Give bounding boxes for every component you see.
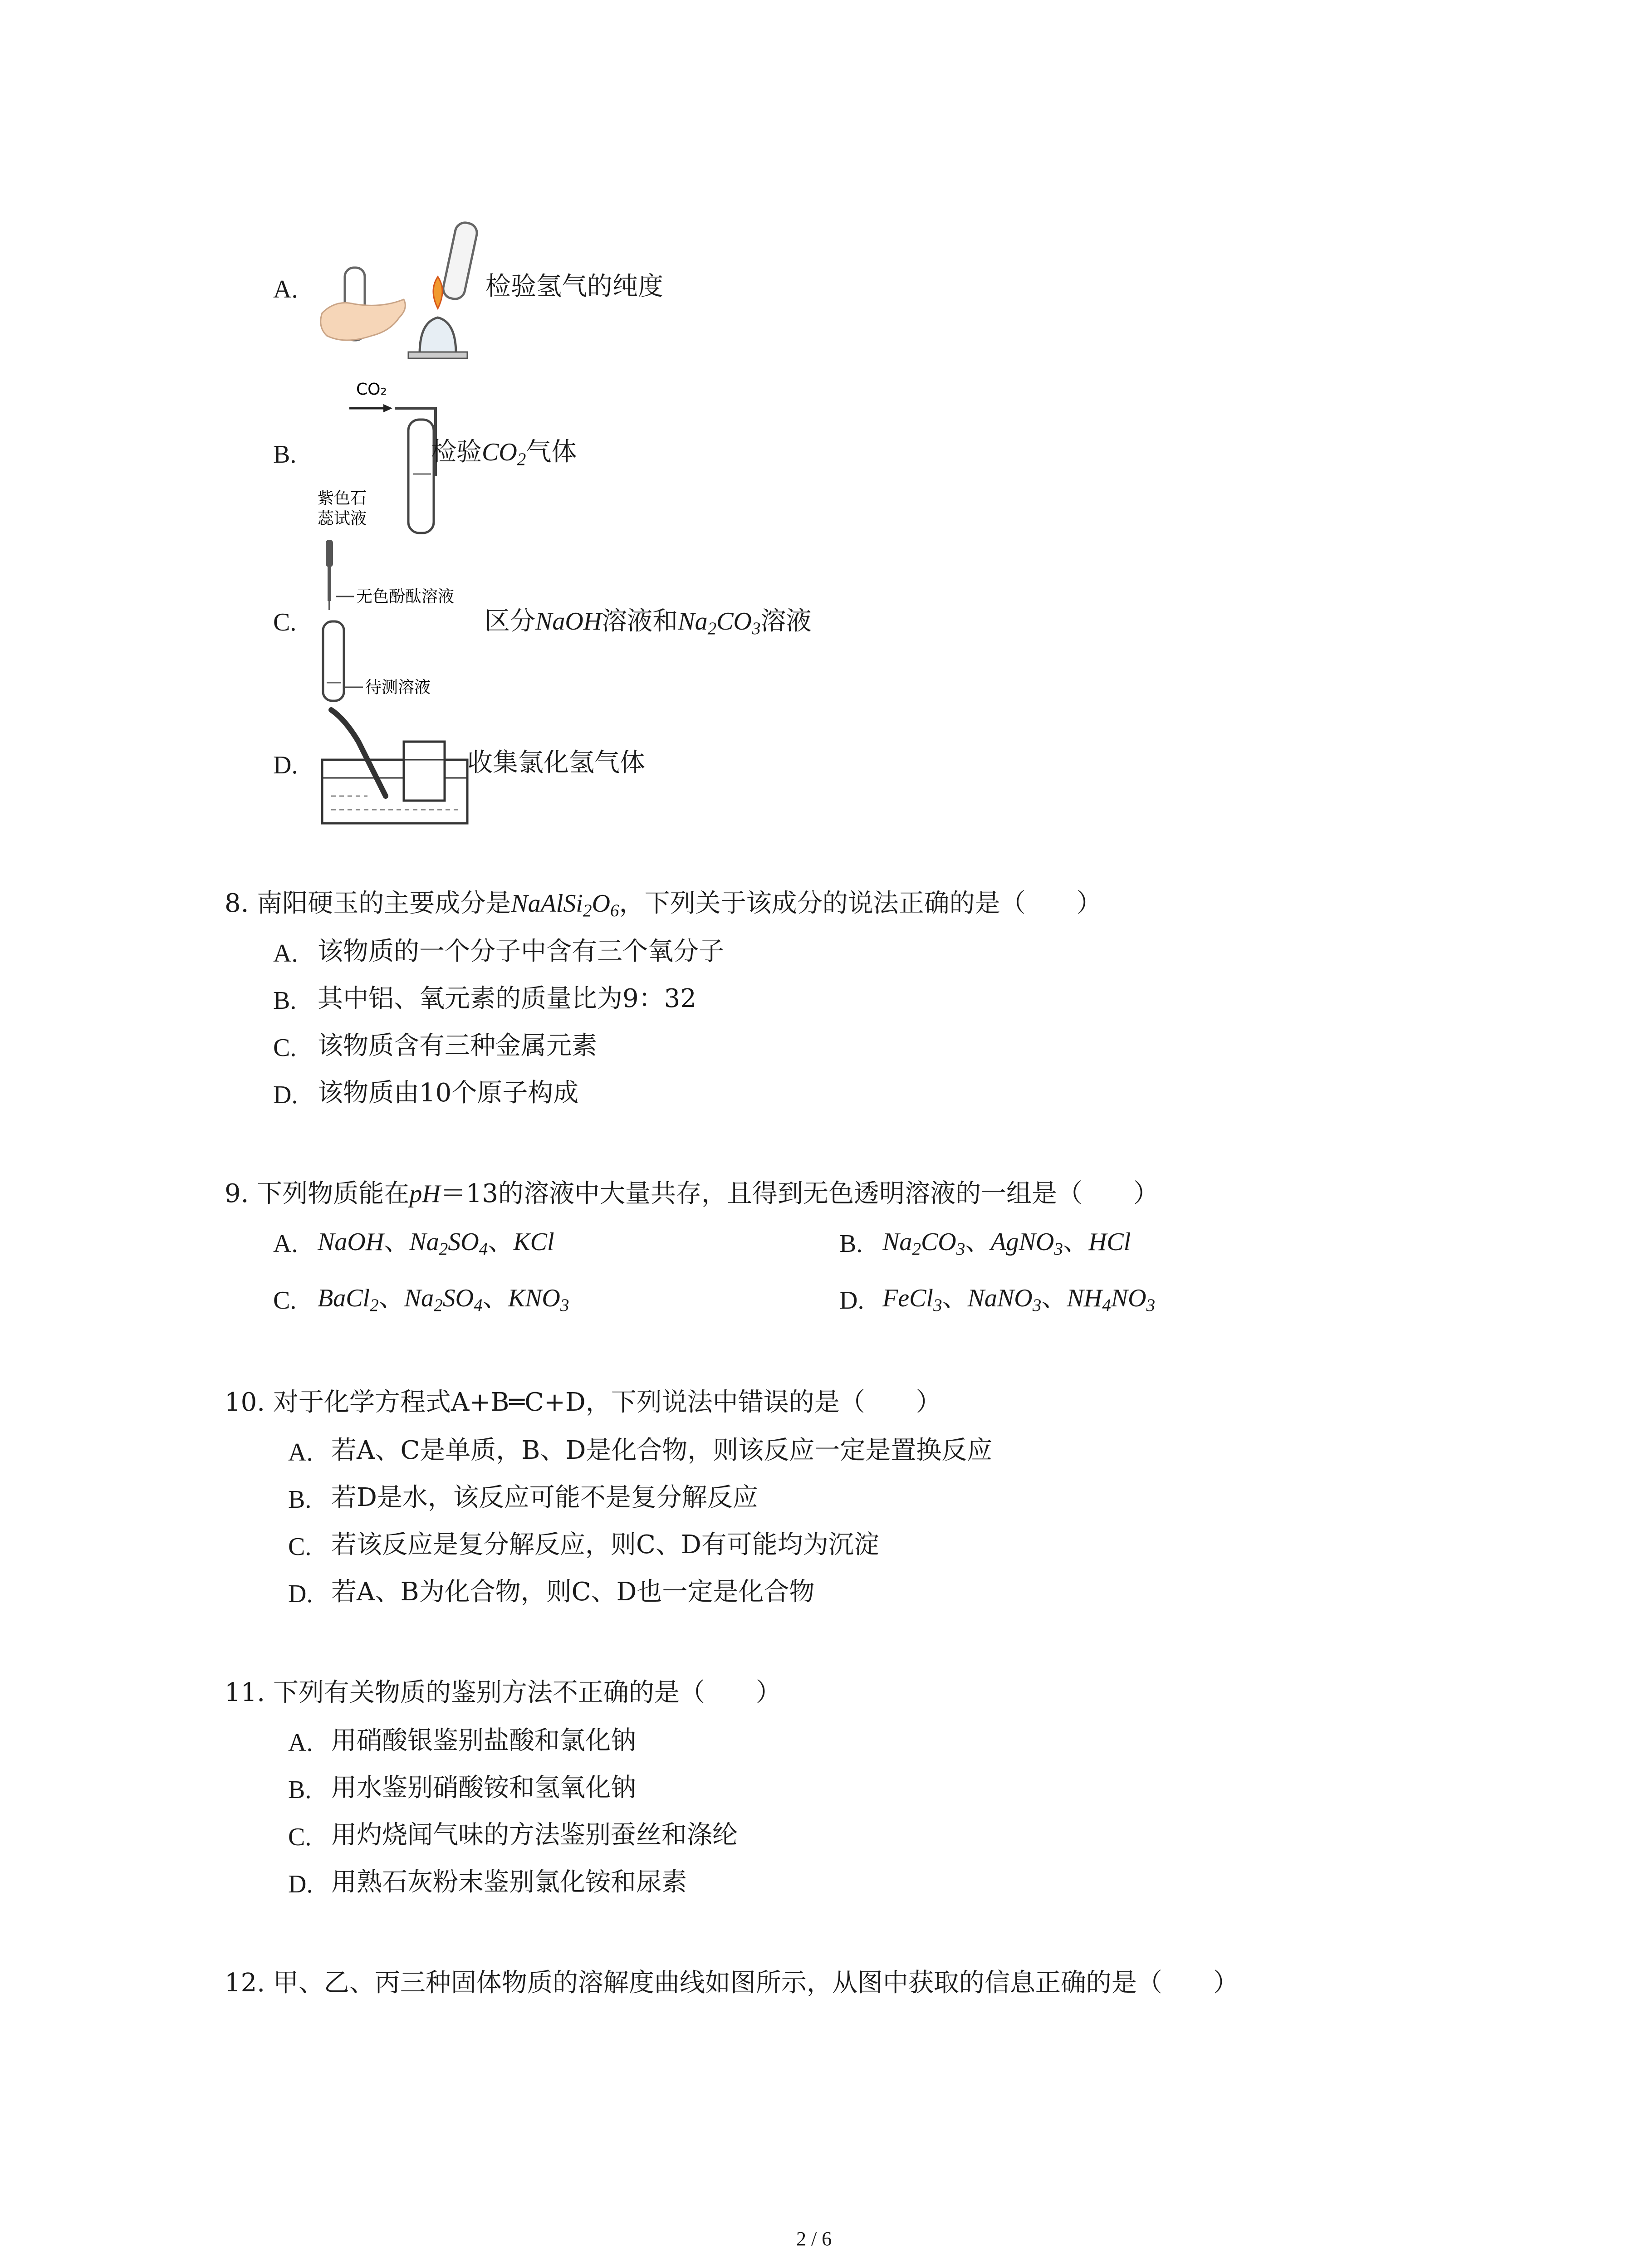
q7-option-c-text: 区分NaOH溶液和$Na_2CO_3$溶液 <box>485 606 812 638</box>
q10-option-c-text: 若该反应是复分解反应，则C、D有可能均为沉淀 <box>331 1530 879 1559</box>
q8-option-a-label: A. <box>273 939 298 968</box>
q11-option-b-label: B. <box>288 1776 312 1804</box>
page-number: 2 / 6 <box>796 2228 832 2250</box>
q11-option-c-label: C. <box>288 1823 312 1851</box>
q10-option-b-text: 若D是水，该反应可能不是复分解反应 <box>331 1483 758 1512</box>
q8-option-d-text: 该物质由10个原子构成 <box>318 1078 579 1108</box>
q10-option-a-label: A. <box>288 1438 313 1466</box>
q11-option-a-text: 用硝酸银鉴别盐酸和氯化钠 <box>331 1726 636 1755</box>
q9-option-d-text: FeCl$_3$、NaNO$_3$、$NH_4NO_3$ <box>882 1283 1156 1315</box>
q7-option-a-label: A. <box>273 275 298 303</box>
litmus-label-2: 蕊试液 <box>318 509 367 528</box>
q10-option-c-label: C. <box>288 1533 312 1561</box>
q9-option-a-label: A. <box>273 1230 298 1258</box>
q8-option-d-label: D. <box>273 1081 298 1109</box>
q8-option-c-label: C. <box>273 1034 297 1062</box>
water-collection-figure <box>318 705 472 828</box>
q10-option-d-label: D. <box>288 1580 313 1608</box>
q10-option-b-label: B. <box>288 1486 312 1514</box>
q9-option-b-label: B. <box>839 1230 863 1258</box>
q12-stem: 12. 甲、乙、丙三种固体物质的溶解度曲线如图所示，从图中获取的信息正确的是（ ） <box>225 1968 1239 1998</box>
test-solution-label: 待测溶液 <box>365 678 431 697</box>
q11-stem: 11. 下列有关物质的鉴别方法不正确的是（ ） <box>225 1678 781 1707</box>
q8-option-b-text: 其中铝、氧元素的质量比为9：32 <box>318 984 696 1013</box>
q8-stem: 8. 南阳硬玉的主要成分是$NaAlSi_2O_6$，下列关于该成分的说法正确的是（ ） <box>225 889 1102 920</box>
q8-option-a-text: 该物质的一个分子中含有三个氧分子 <box>318 937 724 966</box>
q10-stem: 10. 对于化学方程式A+B═C+D，下列说法中错误的是（ ） <box>225 1388 941 1417</box>
litmus-label-1: 紫色石 <box>318 489 367 508</box>
q11-option-c-text: 用灼烧闻气味的方法鉴别蚕丝和涤纶 <box>331 1820 738 1850</box>
q9-option-a-text: NaOH、$Na_2SO_4$、KCl <box>318 1227 554 1259</box>
hydrogen-purity-test-figure <box>318 218 490 367</box>
q9-option-c-text: BaCl$_2$、$Na_2SO_4$、$KNO_3$ <box>318 1283 569 1315</box>
q8-option-c-text: 该物质含有三种金属元素 <box>318 1031 597 1061</box>
co2-label: CO₂ <box>356 380 387 399</box>
q10-option-d-text: 若A、B为化合物，则C、D也一定是化合物 <box>331 1577 815 1607</box>
q11-option-d-text: 用熟石灰粉末鉴别氯化铵和尿素 <box>331 1867 687 1897</box>
q10-option-a-text: 若A、C是单质，B、D是化合物，则该反应一定是置换反应 <box>331 1436 993 1465</box>
q7-option-b-text: 检验$CO_2$气体 <box>431 437 577 469</box>
q11-option-d-label: D. <box>288 1870 313 1898</box>
q11-option-a-label: A. <box>288 1729 313 1757</box>
q7-option-c-label: C. <box>273 608 297 636</box>
q7-option-d-text: 收集氯化氢气体 <box>467 748 645 777</box>
q9-stem: 9. 下列物质能在pH＝13的溶液中大量共存，且得到无色透明溶液的一组是（ ） <box>225 1179 1159 1208</box>
q9-option-d-label: D. <box>839 1286 864 1315</box>
q9-option-b-text: $Na_2CO_3$、AgNO$_3$、HCl <box>882 1227 1131 1259</box>
q11-option-b-text: 用水鉴别硝酸铵和氢氧化钠 <box>331 1773 636 1803</box>
q7-option-d-label: D. <box>273 751 298 779</box>
q7-option-a-text: 检验氢气的纯度 <box>485 272 663 301</box>
q8-option-b-label: B. <box>273 987 297 1015</box>
phenolphthalein-test-figure <box>318 538 490 705</box>
q9-option-c-label: C. <box>273 1286 297 1315</box>
phenolphthalein-label: 无色酚酞溶液 <box>356 587 455 606</box>
q7-option-b-label: B. <box>273 440 297 469</box>
